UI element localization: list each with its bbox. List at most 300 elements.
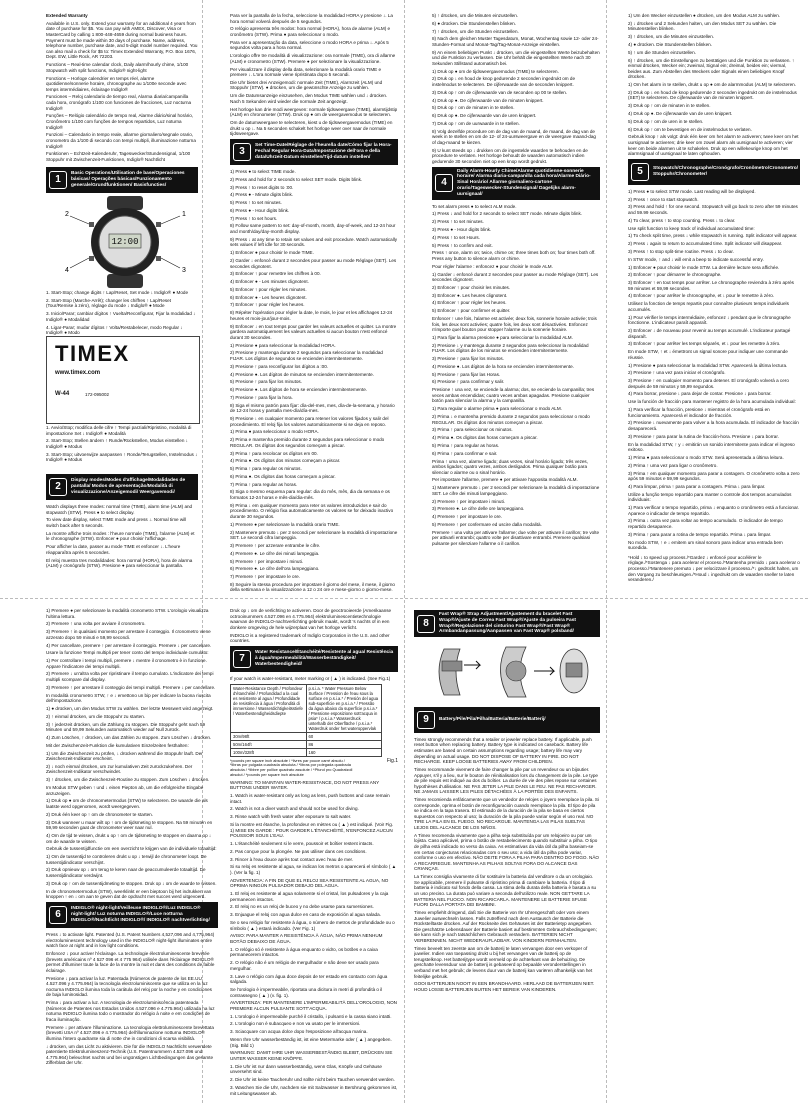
- para: 2) Prima e mantenha premido durante 2 segundos para seleccionar o modo REGULAR. Os dígitos dos segundos começam a piscar.: [230, 437, 385, 448]
- brand-url: www.timex.com: [55, 370, 101, 376]
- wr-intro: If your watch is water-resistant, meter marking or ( ▲ ) is indicated. (See Fig.1): [230, 675, 391, 681]
- para: 1) Druk op ● om de tijdsweergavemodus (TIME) te selecteren.: [432, 68, 559, 74]
- para: 3. Rinse watch with fresh water after exposure to salt water.: [230, 814, 352, 820]
- sec2: [46, 472, 198, 592]
- para: 1) ● drücken, um den Modus STW zu wählen. Der letzte Messwert wird angezeigt.: [46, 706, 214, 711]
- para: 4) Para limpar, prima ↑ para parar a contagem. Prima ↓ para limpar.: [628, 483, 766, 489]
- para: Um die Datumsanzeige einzusehen, den Modus TIME wählen und ↓ drücken. Nach 5 Sekunden wird wieder die normale Zeit angezeigt.: [230, 93, 388, 104]
- para: 7) Premere ↑ per impostare le ore.: [230, 574, 300, 580]
- para: 2) Mantenere premuto ↓ per 2 secondi per selezionare la modalità di impostazione SET. Le secondi cifra lampeggia.: [230, 529, 398, 541]
- para: Die Uhr bietet drei Anzeigemodi: normale Zeit (TIME), Alarmzeit (ALM) und Stoppuhr (STW). ● drücken, um die gewünschte Anzeige zu wählen.: [230, 79, 383, 91]
- para: 3) Prima ↑ em qualquer momento para parar a contagem. O cronômetro volta a zero após 59 minutos e 59,99 segundos.: [628, 470, 800, 482]
- para: 6) Press ● - Hour digits blink.: [230, 207, 290, 213]
- para: A Timex recomenda vivamente que a pilha seja substituída por um relojoeiro ou por um lojista. Caso aplicável, prima o botão de restabelecimento quando substituir a pilha. O tipo de pilha está indicado no verso da caixa. As estimativas da vida útil da pilha baseiam-se em certas conjecturas relacionadas com o seu uso; a vida útil da pilha pode variar, conforme o uso em efectivo. NÃO DEITE FORA A PILHA PARA DENTRO DO FOGO. NÃO A RECARREGUE. MANTENHA AS PILHAS SOLTAS FORA DO ALCANCE DAS CRIANÇAS.: [414, 832, 599, 872]
- para: 9) Enfoncer ↓ en tout temps pour garder les valeurs actuelles et quitter. La montre gardera automatiquement les valeurs actuelles si aucun bouton n'est enfoncé durant 30 secondes.: [230, 323, 397, 340]
- para: 1) Om het alarm in te stellen, drukt u op ● om de alarmmodus (ALM) te selecteren.: [628, 82, 796, 88]
- section-number: 3: [233, 143, 251, 161]
- table-cell: 50m/164ft: [231, 740, 307, 748]
- table-cell: 100m/328ft: [231, 748, 307, 756]
- para: 7) Press ↑ to set hours.: [230, 215, 278, 221]
- section-number: 7: [233, 650, 251, 668]
- para: 3) Premere ↑ per arrestare il conteggio dei tempi multipli. Premere ↓ per cancellare.: [46, 684, 216, 690]
- para: 8) Follow same pattern to set: day-of-month, month, day-of-week, and 12-24 hour and month/day/day-month display.: [230, 223, 396, 235]
- para: 2) ↓ noch einmal drücken, um zur kumulativen Zeit zurückzukehren. Der Zwischenzeit-Indikator verschwindet.: [46, 763, 193, 775]
- watch-diagram: [60, 196, 190, 288]
- para: Use la función de fracción para mantener registro de la hora acumulada individual:: [628, 399, 796, 405]
- section-title: Basic Operations/Utilisation de base/Operaciones básicas/ Operações básicas/Funzionamento generale/Grundfunktionen/ Basisfuncties/: [71, 171, 185, 188]
- section-title: Fast Wrap® Strap Adjustment/Ajustement du bracelet Fast Wrap®/Ajuste de Correa Fast Wrap®/Ajuste da pulseira Fast Wrap®/Regolazione del cinturino Fast Wrap®/Fast Wrap® Armbandanpassung/Aanpassen van Fast Wrap® polsband/: [439, 612, 576, 635]
- section-number: 6: [49, 906, 67, 924]
- panel3: [432, 13, 600, 593]
- para: 3) Press ● - Hour digits blink.: [432, 227, 492, 233]
- para: 2) Presione y mantenga durante 2 segundos para seleccionar la modalidad FIJAR. Los dígitos de segundos se encienden intermitentemente.: [230, 350, 383, 361]
- para: To set alarm press ● to select ALM mode.: [432, 203, 517, 209]
- para: Timex recommande vivement de faire changer la pile par un revendeur ou un bijoutier. Appuyer, s'il y a lieu, sur le bouton de réinitialisation lors du changement de la pile. Le type de pile requis est indiqué au dos du boîtier. La durée de vie des piles repose sur certaines hypothèses d'utilisation. NE PAS JETER LA PILE DANS LE FEU. NE PAS RECHARGER. NE JAMAIS LAISSER LES PILES DÉTACHÉES À LA PORTÉE DES ENFANTS.: [414, 766, 598, 795]
- para: 1) Press ● to select STW mode. Last reading will be displayed.: [628, 188, 756, 194]
- para: 3. Lave o relógio com água doce depois de ter estado em contacto com água salgada.: [230, 973, 388, 985]
- para: 2) Enfoncer ↑ pour démarrer le chronographe.: [628, 272, 722, 278]
- para: 5) Premere ↑ per impostare i minuti.: [230, 558, 304, 564]
- para: El reloj muestra tres modalidades: hora normal (HORA), hora de alarma (ALM) y cronógrafo (STW). Presione ● para seleccionar la pantalla.: [46, 557, 193, 569]
- para: 3) Druk op ↑ om de cijferwaarde van de seconden op 00 te stellen.: [432, 89, 568, 95]
- para: No modo STW, ↑ e ↓ emitem um sinal sonoro para indicar uma entrada bem sucedida.: [628, 539, 783, 551]
- para: In de chronometermodus (STW), weerklinkt er een bieptoon bij het indrukken van knoppen ↑ en ↓ om aan te geven dat de opdracht met succes werd uitgevoerd.: [46, 888, 212, 900]
- para: 1) Om de tussentijd te controleren drukt u op ↓ terwijl de chronometer loopt. De tussentijdindicator verschijnt.: [46, 854, 207, 865]
- para: Presione ↑ una vez, se enciende la alarma; dos, se enciende la campanilla; tres veces ambas encendidas; cuatro veces ambas apagadas. Presione cualquier botón para silenciar la alarma y la campanilla.: [432, 387, 595, 404]
- para: 3) Druk op ↑ om de tussentijdmeting te stoppen. Druk op ↓ om de waarde te wissen.: [46, 880, 217, 886]
- section-number: 2: [49, 478, 67, 496]
- para: 5) Druk op ↑ om de minuten in te stellen.: [432, 105, 515, 111]
- para: 7) Druk op ↑ om de uurwaarde in te stellen.: [432, 120, 520, 126]
- para: 7) Enfoncer ↑ pour régler les heures.: [230, 302, 305, 308]
- para: 1) Mantenere premuto ↓ per 2 secondi per selezionare la modalità di impostazione SET. Le cifre dei minuti lampeggiano.: [432, 485, 600, 496]
- para: Prima ↑ uma vez, alarme ligado; duas vezes, sinal horário ligado; três vezes, ambos ligados; quatro vezes, ambos desligados. Prima qualquer botão para silenciar o alarme ou o sinal horário.: [432, 458, 589, 475]
- section-title: Display modes/Modes d'affichage/Modalidades de pantalla/ Modos de apresentação/Modalità di visualizzazione/Anzeigemodi/ Weergavemodi/: [71, 478, 186, 495]
- figure-label: Fig.1: [386, 757, 398, 764]
- extended-warranty-text: Available in U.S. only. Extend your warranty for an additional 4 years from date of purchase for $5. You can pay with AMEX, Discover, Visa or MasterCard by calling 1 800-448-4659 during normal business hours. Payment must be made within 30 days of purchase. Name, address, telephone number, purchase date, and 5-digit model number required. You can also mail a check for $5 to: Timex Extended Warranty, P.O. Box 1676, Dept. EW, Little Rock, AR 72203.: [46, 20, 198, 60]
- para: 4) Enfoncer ↑ pour arrêter le chronographe, et ↓ pour le remettre à zéro.: [628, 293, 775, 299]
- button-1: [156, 222, 161, 227]
- table-cell: 30m/98ft: [231, 732, 307, 740]
- para: 4) To clear, press ↑ to stop counting. Press ↓ to clear.: [628, 217, 736, 223]
- para: 1) Pour vérifier le temps intermédiaire, enfoncez ↓ pendant que le chronographe fonctionne. L'indicateur paraît apparaît.: [628, 314, 791, 326]
- para: 2) Press ↓ again to return to accumulated time. Split indicator will disappear.: [628, 241, 783, 247]
- para: 2) Enfoncer ↓ de nouveau pour revenir au temps accumulé. L'indicateur partagé disparaît.: [628, 328, 791, 339]
- para: 2. L'orologio non è subacqueo e non va usato per le immersioni.: [230, 1021, 361, 1027]
- section-number: 9: [417, 711, 435, 729]
- para: Press ↑ once, alarm on; twice, chime on; three times both on; four times both off. Press any button to silence alarm or chime.: [432, 250, 596, 261]
- para: 2) Enfoncer ↑ pour choisir les minutes.: [432, 284, 511, 290]
- trademark-note: INDIGLO is a registered trademark of Indiglo Corporation in the U.S. and other countries.: [230, 632, 390, 644]
- para: 1) Para regular o alarme prima ● para seleccionar o modo ALM.: [432, 406, 562, 412]
- para: O relógio apresenta três modos: hora normal (HORA), hora de alarme (ALM) e cronômetro (STW). Prima ● para seleccionar o modo.: [230, 26, 391, 37]
- functions-en: Functions – Real-time calendar clock, Daily alarm/hourly chime, 1/100 Stopwatch with split functions, Indiglo® night-light: [46, 62, 189, 73]
- para: Het horloge kan drie modi weergeven: normale tijdsweergave (TIME), alarmtijdstip (ALM) en chronometer (STW). Druk op ● om de weergavemodus te selecteren.: [230, 106, 398, 118]
- para: 2) Druk op ↓ en houd de knop gedurende 2 seconden ingedrukt om de instelmodus te selecteren. De cijferwaarde van de seconden knippert.: [432, 76, 576, 88]
- section-header: [230, 646, 398, 672]
- sec5-steps: [628, 189, 800, 551]
- para: 2) Prima ↓ outra vez para voltar ao tempo acumulado. O indicador de tempo repartido desaparece.: [628, 518, 783, 529]
- para: 1) To check split time, press ↓ while stopwatch is running. Split indicator will appear.: [628, 233, 798, 239]
- section-title: Daily Alarm-Hourly Chime/Alarme quotidienne-sonnerie horaire/ Alarma diaria-campanilla cada hora/Alarme Diário-Sinal Horário/ Allarme giornaliero-cartone orario/Tageswecker-Stundensignal/ Dagelijks alarm-uursignaal/: [457, 168, 591, 197]
- section-header: [414, 707, 600, 733]
- para: 1. Watch is water-resistant only as long as lens, push buttons and case remain intact.: [230, 793, 390, 804]
- section-header: [628, 159, 800, 185]
- para: 3) Prima ↑ para recolocar os dígitos em 00.: [230, 450, 318, 456]
- para: 2) Press ↑ once to start stopwatch.: [628, 196, 699, 202]
- functions-it: Funzioni – Calendario in tempo reale, allarme giornaliero/segnale orario, cronometro da 1/100 di secondo con tempi multipli, illuminazione notturna Indiglo®: [46, 132, 196, 149]
- para: 1) Per controllare i tempi multipli, premere ↓ mentre il cronometro è in funzione. Appare l'indicatore dei tempi multipli.: [46, 658, 207, 669]
- para: 3) Press ↑ to stop split-time routine. Press ↓ to clear.: [628, 248, 734, 254]
- para: 1. O relógio só é resistente à água enquanto o vidro, os botões e a caixa permanecerem intactos.: [230, 946, 378, 958]
- button-desc: 2. Start-Stop; Stellen ändern ↑ Runde/Rückstellen, Modus einstellen ↓ Indiglo® ● Modus: [46, 438, 188, 449]
- para: 3) Druk wanneer u maar wilt op ↑ om de tijdsmeting te stoppen. Na 59 minuten en 59,99 seconden gaat de chronometer weer naar nul.: [46, 819, 213, 831]
- section-header: [46, 902, 218, 928]
- section-title: Battery/Pile/Pila/Pilha/Batteria/Batterie/Batterij/: [439, 716, 546, 722]
- para: 1) Premere ● per selezionare la modalità cronometro STW. L'orologio visualizza l'ultima lettura.: [46, 608, 209, 619]
- fold-line-horizontal: [0, 598, 808, 599]
- para: 5) ↑ drücken, um die Minuten einzustellen.: [432, 13, 519, 18]
- para: 1. Die Uhr ist nur dann wasserbeständig, wenn Glas, Knöpfe und Gehäuse unversehrt sind.: [230, 1063, 382, 1075]
- para: 5) Press ↑ to set minutes.: [230, 200, 282, 206]
- fold-line: [606, 0, 607, 1103]
- para: Per visualizzare il display della data, selezionare la modalità orario TIME e premere ↓. L'ora normale viene ripristinata dopo 5 secondi.: [230, 66, 382, 78]
- sec9-text: [414, 737, 600, 993]
- para: Prima ↓ para activar a luz. A tecnologia de electroluminiscência patenteada (Números de Patentes nos Estados Unidos 4.527.096 e 4.775.964) utilizada na luz noturna INDIGLO ilumina todo o mostrador do relógio à noite e em condições de fraca iluminação.: [46, 1000, 215, 1022]
- para: Press ↓ to activate light. Patented (U.S. Patent Numbers 4,527,096 and 4,775,964) electroluminescent technology used in the INDIGLO® night-light illuminates entire watch face at night and in low light conditions.: [46, 932, 215, 949]
- para: 2. Watch is not a diver watch and should not be used for diving.: [230, 806, 359, 812]
- para: 3) Prima ↑ para seleccionar os minutos.: [432, 427, 513, 433]
- sec4-steps: [432, 204, 600, 547]
- para: 2) Premere ↑ una volta per avviare il cronometro.: [46, 621, 146, 627]
- table-header: Water-Resistance Depth / Profondeur d'étanchéité / Profundidad a la cual es resistente al agua / Profundidade de resistência à água / Profondità di immersione / Wasserdichtigkeitsstiefe / Waterbestendigheidsdiepte: [231, 684, 307, 732]
- para: 3) Enfoncer ↑ pour remettre les chiffres à 00.: [230, 271, 321, 277]
- button-desc: 3. Inicio/Parar; cambiar dígitos ↑ Vuelta/Reconfigurar, Fijar la modalidad ↓ Indiglo® ● Modalidad: [46, 311, 196, 322]
- para: 5) Press ↑ to confirm and exit.: [432, 242, 493, 248]
- para: 5) Presione ↑ para fijar los minutos.: [230, 379, 302, 385]
- para: 1) Press ↓ and hold for 2 seconds to select SET mode. Minute digits blink.: [432, 211, 583, 217]
- extended-warranty-title: Extended Warranty: [46, 13, 88, 18]
- button-desc: 4. Ligar-Parar; mudar dígitos ↑ Volta/Restabelecer, modo Regular ↓ Indiglo® ● Modo: [46, 324, 183, 335]
- para: 4) Enfoncer ● - Les minutes clignotent.: [230, 279, 309, 285]
- para: 3) Druk op ↑ om de minuten in te stellen.: [628, 103, 711, 109]
- para: L'orologio offre tre modalità di visualizzazione: ora normale (TIME), ora di allarme (ALM) e cronometro (STW). Premere ● per selezionare la visualizzazione.: [230, 53, 396, 64]
- para: Si su reloj es resistente al agua, se indican los metros o aparecerá el símbolo ( ▲ ). (Ver la fig. 1): [230, 864, 397, 875]
- model-code: 172-095002: [85, 392, 110, 397]
- para: 6) ● drücken. Die Stundenstellen blinken.: [432, 20, 516, 26]
- para: 1) Para verificar o tempo repartido, prima ↓ enquanto o cronômetro está a funcionar. Aparece o indicador de tempo repartido.: [628, 505, 800, 516]
- section-header: [230, 139, 398, 165]
- para: Enfoncer ↑ une fois, l'alarme est activée; deux fois, sonnerie horaire activée; trois fois, les deux sont activées; quatre fois, les deux sont désactivées. Enfoncez n'importe quel bouton pour stopper l'alarme ou la sonnerie horaire.: [432, 316, 597, 333]
- table-row: [231, 732, 382, 740]
- para: Wenn Ihre Uhr wasserbeständig ist, ist eine Metermarke oder ( ▲ ) angegeben. (Sig. Bild 1): [230, 1037, 392, 1048]
- section-header: [46, 167, 198, 193]
- sec6-text: [46, 932, 218, 1066]
- para: Premere ↓ per attivare l'illuminazione. La tecnologia elettroluminescente brevettata (brevetti USA nº 4.527.096 e 4.775.964) dell'illuminazione notturna INDIGLO® illumina l'intero quadrante sia di notte che in condizioni di scarsa visibilità.: [46, 1024, 214, 1041]
- para: 1) Premere ● per selezionare la modalità orario TIME.: [230, 521, 340, 527]
- strap-illustration-2: [500, 647, 554, 697]
- para: 3) Presione ↑ en cualquier momento para detener. El cronógrafo volverá a cero después de 59 minutos y 59,99 segundos.: [628, 378, 789, 389]
- wr-text: [230, 780, 398, 1098]
- svg-text:12:00: 12:00: [111, 237, 139, 247]
- para: 3) Enfoncer ↑ en tout temps pour arrêter. Le chronographe reviendra à zéro après 59 minutes et 59,99 secondes.: [628, 280, 794, 291]
- para: 3) ↑ drücken, um die Zwischenzeit-Routine zu stoppen. Zum Löschen ↓ drücken.: [46, 777, 210, 783]
- para: 3. Rincer à l'eau douce après tout contact avec l'eau de mer.: [230, 856, 354, 862]
- para: 4) Press ↑ to set Hours.: [432, 234, 480, 240]
- panel1-top: [46, 13, 198, 163]
- para: Per impostare l'allarme, premere ● per attivare l'apposita modalità ALM.: [432, 477, 578, 483]
- button-desc: 1. Avvio/Stop; modifica delle cifre ↑ Tempi parziali/Ripristino, modalità di impostazione Set ↓ Indiglo® ● Modalità: [46, 425, 192, 436]
- back2: [230, 608, 398, 1098]
- para: ↓ drücken, um das Licht zu aktivieren. Die für die INDIGLO Nachtlicht verwendete patentierte Elektrolumineszenz-Technik (U.S. Patentnummern 4.527.096 und 4.775.964) beleuchtet nachts und bei ungünstigen Lichtbedingungen das gesamte Zifferblatt der Uhr.: [46, 1043, 214, 1066]
- para: 1) Presione ● para seleccionar la modalidad HORA.: [230, 342, 336, 348]
- functions-es: Funciones – Reloj calendario de tiempo real, Alarma diaria/campanilla cada hora, cronógrafo 1/100 con funciones de fracciones, Luz nocturna Indiglo®: [46, 94, 192, 111]
- para: Enfoncez ↓ pour activer l'éclairage. La technologie électroluminescente brevetée (brevets américains nº 4 527 096 et 4 775 964) utilisée dans l'éclairage INDIGLO® permet d'illuminer toute la face de la montre la nuit et dans des conditions de faible éclairage.: [46, 950, 215, 973]
- para: 6) ↑ drücken, um die Einstellungen zu bestätigen und die Funktion zu verlassen. ↑ einmal drücken, Wecker ein; zweimal, Signal ein; dreimal, beides ein; viermal, beides aus. Zum Abstellen des Weckers oder Signals einen beliebigen Knopf drücken.: [628, 57, 795, 80]
- para: 3) Premere ↑ in qualsiasi momento per arrestare il conteggio. Il cronometro viene azzerato dopo 59 minuti e 59,99 secondi.: [46, 629, 211, 640]
- para: 2) Druk op ↓ en houd de knop gedurende 2 seconden ingedrukt om de instelmodus (SET) te selecteren. De cijferwaarde van de minuten knippert.: [628, 89, 797, 101]
- para: Pour afficher la date, passer au mode TIME et enfoncer ↓. L'heure réapparaîtra après 5 secondes.: [46, 544, 181, 555]
- para: 4) Presione ●. Los dígitos de la hora se encienden intermitentemente.: [432, 363, 574, 369]
- para: 7) Presione ↑ para fijar la hora.: [230, 394, 293, 400]
- para: 3) Presione ↑ para reconfigurar los dígitos a :00.: [230, 363, 329, 369]
- para: Timex strongly recommends that a retailer or jeweler replace battery. If applicable, push reset button when replacing battery. Battery type is indicated on caseback. Battery life estimates are based on certain assumptions regarding usage; battery life may vary depending on actual usage. DO NOT DISPOSE OF BATTERY IN FIRE. DO NOT RECHARGE. KEEP LOOSE BATTERIES AWAY FROM CHILDREN.: [414, 736, 592, 765]
- para: AVISO: PARA MANTER A RESISTÊNCIA À ÁGUA, NÃO PRIMA NENHUM BOTÃO DEBAIXO DE ÁGUA.: [230, 933, 383, 944]
- strap-illustration-1: [439, 649, 480, 695]
- para: 5) ↑ um die Stunden einzustellen.: [628, 49, 696, 55]
- svg-text:2: 2: [65, 211, 69, 218]
- para: Usare la funzione Tempi multipli per tener conto del tempo individuale cumulato:: [46, 650, 209, 656]
- para: 4) Press ● - Minute digits blink.: [230, 192, 294, 198]
- footnote: *Hold ↓ to speed up process./*Gardez ↓ enfoncé pour accélérer le réglage./*Sostenga ↓ para acelerar el proceso./*Mantenha premido ↓ para acelerar o processo./*Mantenere premuto ↓ per velocizzare il processo./*↓ gedrückt halten, um den Vorgang zu beschleunigen./*Houd ↓ ingedrukt om de waarden sneller te laten veranderen./: [628, 554, 800, 583]
- para: 1) Para fijar la alarma presione ● para seleccionar la modalidad ALM.: [432, 334, 573, 340]
- para: ADVERTENCIA: A FIN DE QUE EL RELOJ SEA RESISTENTE AL AGUA, NO OPRIMA NINGÚN PULSADOR DEBAJO DEL AGUA.: [230, 877, 389, 889]
- para: 3) Presione ↑ para parar la rutina de fracción-hora. Presione ↓ para borrar.: [628, 433, 779, 439]
- para: Druk op ↓ om de verlichting te activeren. Door de geoctrooieerde (Amerikaanse octrooinummers 4.527.096 en 4.775.964) elektroluminescentietechnologie waarvan de INDIGLO-nachtverlichting gebruik maakt, wordt 's nachts of in een donkere omgeving de hele wijzerplaat van het horloge verlicht.: [230, 608, 392, 630]
- para: 2) Druk één keer op ↑ om de chronometer te starten.: [46, 811, 153, 817]
- sec1-items: [46, 290, 198, 335]
- para: Im Modus STW geben ↑ und ↓ einen Piepton ab, um die erfolgreiche Eingabe anzuzeigen.: [46, 785, 204, 796]
- para: 2) Garder ↓ enfoncé durant 2 secondes pour passer au mode Réglage (SET). Les secondes clignotent.: [230, 257, 397, 269]
- para: WARNING: TO MAINTAIN WATER-RESISTANCE, DO NOT PRESS ANY BUTTONS UNDER WATER.: [230, 779, 380, 791]
- para: 3) Enfoncer ↑ pour arrêter les temps séparés, et ↓ pour les remettre à zéro.: [628, 341, 781, 347]
- para: 3) Premere ↑ per azzerare entrambe le cifre.: [230, 542, 321, 548]
- para: 2) Premere ↑ per impostare i minuti.: [432, 498, 506, 504]
- para: 1) Presione ● para seleccionar la modalidad STW. Aparecerá la última lectura.: [628, 362, 788, 368]
- para: 3) Premere ●. Le cifre delle ore lampeggiano.: [432, 506, 525, 512]
- para: WARNUNG: DAMIT IHRE UHR WASSERBESTÄNDIG BLEIBT, DRÜCKEN SIE UNTER WASSER KEINE KNÖPFE.: [230, 1050, 393, 1061]
- para: Utilisez la fonction de temps repartis pour connaître plusieurs temps individuels accumulés.: [628, 301, 789, 312]
- section-header: [432, 167, 600, 200]
- water-resistance-table: [230, 684, 382, 757]
- para: In modalità cronometro STW, ↑ e ↓ emettono un bip per indicare la buona riuscita dell'impostazione.: [46, 692, 211, 704]
- para: Timex empfiehlt dringend, daß Sie die Batterie von Ihr Uhrengeschäft oder vom einem Juwelier auswechseln lassen. Falls zutreffend nach dem Austausch der Batterie die Rückstelltaste drücken. Auf der Rückseite des Gehäuses ist der Batterietyp angegeben. Die geschätzte Lebensdauer der Batterie basiert auf bestimmten Gebrauchsbedingungen; sie kann sich je nach tatsächlichem Gebrauch verändern. BATTERIEN NICHT VERBRENNEN. NICHT WIEDERAUFLADBAR. VON KINDERN FERNHALTEN.: [414, 909, 597, 943]
- para: Premere ↑ una volta per attivare l'allarme; due volte per attivare il carillon; tre volte per attivarli entrambi; quattro volte per disattivare entrambi. Premere qualsiasi pulsante per silenziare l'allarme o il carillon.: [432, 529, 600, 546]
- table-cell: 86: [306, 740, 382, 748]
- section-number: 8: [417, 615, 435, 633]
- para: 1) Um den Wecker einzustellen ● drücken, um den Modus ALM zu wählen.: [628, 13, 781, 18]
- para: Watch displays three modes: normal time (TIME), alarm time (ALM) and stopwatch (STW). Press ● to select display.: [46, 504, 193, 515]
- para: 4) Enfoncer ↑ pour régler les heures.: [432, 300, 507, 306]
- para: 5) Druk op ↑ om de uren in te stellen.: [628, 118, 704, 124]
- para: 4) Zum Löschen, ↑ drücken, um das Zählen zu stoppen. Zum Löschen ↓ drücken.: [46, 734, 212, 740]
- para: 2) Presione ↑ una vez para iniciar el cronógrafo.: [628, 370, 726, 376]
- para: 3) ↑ jederzeit drücken, um die Zählung zu stoppen. Die Stoppuhr geht nach 59 Minuten und 59,99 Sekunden automatisch wieder auf Null zurück.: [46, 721, 206, 733]
- para: 2) ↑ einmal drücken, um die Stoppuhr zu starten.: [46, 713, 146, 719]
- button-desc: 3. Start-Stop; uitvoerwijze aanpassen ↑ Ronde/Terugstellen, Instelmodus ↓ Indiglo® ● Modus: [46, 451, 198, 463]
- para: 6) Prima ↑ para confirmar e sair.: [432, 450, 498, 456]
- panel2: [230, 13, 398, 593]
- para: 1) Druk op ● om de chronometermodus (STW) te selecteren. De waarde die als laatste werd opgenomen, wordt weergegeven.: [46, 798, 208, 809]
- para: 4) ● drücken. Die Stundenstellen blinken.: [628, 41, 712, 47]
- para: 1) Para verificar la fracción, presione ↓ mientras el cronógrafo está en funcionamiento. Aparecerá el indicador de fracción.: [628, 407, 770, 418]
- para: Para ver a apresentação da data, seleccione o modo HORA e prima ↓. Após 5 segundos volta para a hora normal.: [230, 39, 389, 51]
- para: 4) Premere ↑ per impostare le ore.: [432, 514, 502, 520]
- para: 4) Prima ●. Os dígitos dos minutos começam a piscar.: [230, 458, 341, 464]
- para: 1) Press ● to select TIME mode.: [230, 168, 296, 174]
- para: 1) Prima ● para seleccionar o modo STW. Será apresentada a última leitura.: [628, 454, 784, 460]
- para: 5) Prima ↑ para regular as horas.: [432, 442, 500, 448]
- functions-fr: Fonctions – Horloge calendrier en temps réel, alarme quotidienne/sonnerie horaire, chronographe au 1/100e seconde avec temps intermédiaires, éclairage Indiglo®: [46, 75, 187, 92]
- para: 2) Prima ↑ uma vez para ligar o cronômetro.: [628, 462, 718, 468]
- para: 2) ↓ drücken und 2 Sekunden halten, um den Modus SET zu wählen. Die Minutenstellen blinken.: [628, 20, 777, 32]
- para: GOOI BATTERIJEN NOOIT IN EEN BRANDHAARD. HERLAAD DE BATTERIJEN NIET. HOUD LOSSE BATTERIJEN BUITEN HET BEREIK VAN KINDEREN.: [414, 981, 595, 993]
- watch-strap-top: [107, 196, 143, 210]
- table-row: [231, 740, 382, 748]
- para: 4) Druk op ●. De cijferwaarde van de minuten knippert.: [432, 97, 544, 103]
- para: En mode STW, ↑ et ↓ émettront un signal sonore pour indiquer une commande réussie.: [628, 349, 788, 360]
- back3: [414, 608, 600, 1098]
- para: 2. El reloj no es un reloj de buceo y no debe usarse para sumersiones.: [230, 904, 374, 910]
- para: 1) Prima ● para seleccionar o modo HORA.: [230, 429, 319, 435]
- para: In STW mode, ↑ and ↓ will emit a beep to indicate successful entry.: [628, 256, 764, 262]
- para: 2) Press ↑ to set minutes.: [432, 219, 484, 225]
- para: Mit der Zwischenzeit-Funktion die kumulativen Einzelzeiten festhalten:: [46, 742, 189, 748]
- panel4: [628, 13, 800, 593]
- para: 3) Press and hold ↑ for one second. Stopwatch will go back to zero after 59 minutes and 59.99 seconds.: [628, 204, 798, 216]
- para: 5) Enfoncer ↑ pour régler les minutes.: [230, 286, 307, 292]
- para: Timex recomienda enfáticamente que un vendedor de relojes o joyero reemplace la pila. Si corresponde, oprima el botón de reconfiguración cuando reemplace la pila. El tipo de pila se indica en la tapa trasera. El estimado de la duración de la pila se basa en ciertos supuestos con respecto al uso; la duración de la pila puede variar según el uso real. NO TIRE LA PILA EN EL FUEGO. NO RECARGUE. MANTENGA LAS PILAS SUELTAS LEJOS DEL ALCANCE DE LOS NIÑOS.: [414, 797, 599, 831]
- button-desc: 1. Start-Stop; change digits ↑ Lap/Reset, Set mode ↓ Indiglo® ● Mode: [46, 290, 189, 295]
- para: 1) Um die Zwischenzeit zu prüfen, ↓ drücken während die Stoppuhr läuft. Der Zwischenzeit-Indikator erscheint.: [46, 750, 203, 762]
- table-row: [231, 748, 382, 756]
- section-header: [46, 474, 198, 500]
- para: 3) ↑ drücken, um die Minuten einzustellen.: [628, 34, 715, 40]
- para: 4) Para borrar, presione ↓ para dejar de contar. Presione ↓ para borrar.: [628, 391, 772, 397]
- para: 1. L'orologio è impermeabile purché il cristallo, i pulsanti e la cassa siano intatti.: [230, 1013, 392, 1019]
- button-2: [89, 222, 94, 227]
- para: 2) Druk opnieuw op ↓ om terug te keren naar de geaccumuleerde totaaltijd. De tussentijdindicator verdwijnt.: [46, 867, 206, 879]
- para: Para ver la pantalla de la fecha, seleccione la modalidad HORA y presione ↓. La hora normal volverá después de 5 segundos.: [230, 13, 393, 24]
- para: Si la montre est étanche, la profondeur en mètres ou ( ▲ ) est indiqué. (Voir Fig. 1) MISE EN GARDE : POUR GARDER L'ÉTANCHÉITÉ, N'ENFONCEZ AUCUN POUSSOIR SOUS L'EAU.: [230, 822, 394, 839]
- para: Pour régler l'alarme : enfoncez ● pour choisir le mode ALM.: [432, 263, 553, 269]
- para: 3. Sciacquare con acqua dolce dopo l'esposizione all'acqua marina.: [230, 1029, 368, 1035]
- section-number: 4: [435, 174, 453, 192]
- button-desc: 2. Start-Stop (Marche-Arrêt); changer les chiffres ↑ Lap/Reset (Tour/Remise à zéro), réglage du mode ↓ Indiglo® ● Mode: [46, 297, 172, 309]
- para: Gebruik de tussentijdfunctie om een overzicht te krijgen van de individuele totaaltijd:: [46, 846, 217, 852]
- sec3-steps: [230, 169, 398, 593]
- brand-box: [46, 336, 200, 424]
- para: 1) Enfoncer ● pour choisir le mode STW. La dernière lecture sera affichée.: [628, 264, 780, 270]
- para: 3) Enfoncer ●. Les heures clignotent.: [432, 292, 508, 298]
- panel4-intro: [628, 13, 800, 157]
- para: Utilize a função tempo repartido para manter o controle dos tempos acumulados individuais:: [628, 491, 792, 503]
- para: La montre affiche trois modes : l'heure normale (TIME), l'alarme (ALM) et le chronographe (STW). Enfoncer ● pour choisir l'affichage.: [46, 530, 195, 542]
- section-title: Water Resistance/Étanchéité/Resistente al agua/ Resistência à água/Impermeabilità/Wasserbeständigkeit/ Waterbestendigheid/: [255, 650, 394, 667]
- para: 5) Premere ↑ per confermare ed uscire dalla modalità.: [432, 521, 542, 527]
- para: 8) Volg dezelfde procedure om de dag van de maand, de maand, de dag van de week in te stellen en om de 12- of 24-uursweergave en de weergave maand-dag of dag-maand te kiezen.: [432, 128, 596, 145]
- para: 1. L'étanchéité seulement si le verre, poussoir et boîtier restent intacts.: [230, 841, 374, 846]
- para: 6) Enfoncer ● - Les heures clignotent.: [230, 294, 307, 300]
- para: 9) Press ↓ at any time to retain set values and exit procedure. Watch automatically sets values if left idle for 30 seconds.: [230, 236, 398, 248]
- para: 9) U kunt steeds op ↓ drukken om de ingestelde waarden te behouden en de procedure te verlaten. Het horloge behoudt de waarden automatisch indien gedurende 30 seconden niet op een knop wordt gedrukt.: [432, 147, 588, 164]
- para: La Timex consiglia vivamente di far sostituire la batteria dal venditore o da un orologiaio. Se applicabile, premere il pulsante di ripristino prima di cambiare la batteria. Il tipo di batteria è indicato sul fondo della cassa. La stima della durata della batteria è basata a su un uso preciso. La durata può variare a seconda dell'utilizzo reale. NON GETTARE LA BATTERIA NEL FUOCO. NON RICARICARLA. MANTENERE LE BATTERIE SFUSE FUORI DALLA PORTATA DEI BAMBINI.: [414, 874, 597, 908]
- sec1-items-b: [46, 425, 198, 472]
- strap-diagram: [414, 641, 600, 703]
- para: 2. Die Uhr ist keine Taucheruhr und sollte nicht beim Tauchen verwendet werden.: [230, 1077, 395, 1083]
- para: 8) Nach dem gleichen Muster Tagesdatum, Monat, Wochentag sowie 12- oder 24-Stunden-Format und Monat-Tag/Tag-Monat-Anzeige einstellen.: [432, 36, 599, 47]
- para: 4) Druk op ●. De cijferwaarde van de uren knippert.: [628, 111, 733, 116]
- para: 2) Presione ↓ y mantenga durante 2 segundos para seleccionar la modalidad FIJAR. Los dígitos de los minutos se encienden intermitentemente.: [432, 342, 589, 354]
- section-header: [414, 610, 600, 637]
- para: 2. Pas conçue pour la plongée. Ne pas utiliser dans ces conditions.: [230, 848, 367, 854]
- para: 6) Prima ●. Os dígitos das horas começam a piscar.: [230, 473, 336, 479]
- button-4: [89, 256, 94, 261]
- table-footnote: *pounds per square inch absolute / *livres par pouce carré absolu / *libras por pulgada cuadrada absoluta / *libras por polegada quadrada absoluta / *libbre per pollice quadrato assolute / *Pfund pro Quadratzoll absolut / *pounds per square inch absolute: [230, 757, 353, 777]
- svg-text:4: 4: [65, 267, 69, 274]
- para: 1. El reloj es resistente al agua solamente si el cristal, los pulsadores y la caja permanecen intactos.: [230, 891, 389, 902]
- para: 8) Siga el mismo patrón para fijar: día-del-mes, mes, día-de-la-semana, y horario de 12-24 horas y pantalla mes-día/día-mes.: [230, 402, 395, 414]
- para: 3. Enjuague el reloj con agua dulce en caso de exposición al agua salada.: [230, 912, 381, 918]
- functions-pt: Funções – Relógio calendário de tempo real, Alarme diário/sinal horário, Cronômetro 1/100 com funções de tempos repartidos, Luz noturna Indiglo®: [46, 113, 194, 130]
- para: 7) Prima ↑ para regular as horas.: [230, 481, 298, 487]
- table-header: p.s.i.a. * Water Pressure Below Surface / Pression de l'eau sous la surface en p.s.i.a.* / Presión del agua sub-superficie en p.s.i.a.* / Pressão da água abaixo da superfície p.s.i.a.* / Pressione esposizione sott'acqua in psia* / p.s.i.a.* Wasserdruck unterhalb der Oberfläche / p.s.i.a.* Waterdruk onder het wateroppervlak: [306, 684, 382, 732]
- para: Se o seu relógio for resistente à água, o número de metros de profundidade ou o símbolo ( ▲ ) estará indicado. (Ver Fig. 1): [230, 920, 395, 931]
- para: 6) Presione ●. Los dígitos de hora se encienden intermitentemente.: [230, 387, 368, 393]
- para: 8) Seguire la stessa procedura per impostare il giorno del mese, il mese, il giorno della settimana e la visualizzazione a 12 o 24 ore e mese-giorno o giorno-mese.: [230, 581, 395, 593]
- para: 6) Druk op ●. De cijferwaarde van de uren knippert.: [432, 113, 537, 119]
- sec1-header-wrap: [46, 165, 198, 193]
- para: 2) Prima ↓ e mantenha premido durante 2 segundos para seleccionar o modo REGULAR. Os dígitos dos minutos começam a piscar.: [432, 414, 590, 425]
- panel3-intro: [432, 13, 600, 165]
- para: Timex beveelt ten zeerste aan om de batterij te laten vervangen door een verkoper of juwelier. Indien van toepassing drukt u bij het vervangen van de batterij op de terugstelknop. Het batterijtype wordt vermeld op de achterkant van de behuizing. De geschatte levensduur van de batterij is gebaseerd op bepaalde veronderstellingen in verband met het gebruik; de levens duur van de batterij kan variëren afhankelijk van het feitelijke gebruik.: [414, 945, 593, 979]
- back1: [46, 608, 218, 1098]
- fold-line: [404, 0, 405, 1103]
- para: 4) Presione ●. Los dígitos de minutos se encienden intermitentemente.: [230, 371, 374, 377]
- para: To view date display, select TIME mode and press ↓. Normal time will switch back after 5 seconds.: [46, 517, 187, 528]
- para: 2) Press and hold for 2 seconds to select SET mode. Digits blink.: [230, 176, 363, 182]
- svg-text:1: 1: [182, 211, 186, 218]
- model-number: W-44: [55, 391, 70, 397]
- para: AVVERTENZA: PER MANTENERE L'IMPERMEABILITÀ DELL'OROLOGIO, NON PREMERE ALCUN PULSANTE SOTT'ACQUA.: [230, 1000, 397, 1011]
- button-3: [156, 256, 161, 261]
- para: 9) Prima ↓ em qualquer momento para reter os valores introduzidos e sair do procedimento. O relógio fixa automaticamente os valores se for deixado inactivo durante 30 segundos.: [230, 502, 394, 520]
- section-number: 5: [631, 163, 649, 181]
- para: 6) Druk op ↑ om te bevestigen en de instelmodus te verlaten.: [628, 126, 752, 132]
- para: 6) Premere ●. Le cifre dell'ora lampeggiano.: [230, 566, 320, 572]
- para: 3) Press ↑ to reset digits to :00.: [230, 184, 294, 190]
- para: Gebruik knop ↑ als volgt: druk één keer om het alarm te activeren; twee keer om het uursignaal te activeren; drie keer om zowel alarm als uursignaal te activeren; vier keer om beide alarmen uit te schakelen. Druk op een willekeurige knop om het alarmsignaal of uursignaal te laten ophouden.: [628, 134, 799, 157]
- section-title: INDIGLO® night-light/Veilleuse INDIGLO®/Luz INDIGLO® night-light/ Luz noturna INDIGLO®/Luce notturna INDIGLO®/Nachtlicht INDIGLO®/ INDIGLO® nachtverlichting/: [71, 906, 210, 923]
- brand-logo: TIMEX: [55, 341, 130, 366]
- para: Presione ↓ para activar la luz. Patentada (Números de patente de los EE.UU. 4.527.096 y 4.775.964) la tecnología electroluminiscente que se utiliza en la luz nocturna INDIGLO ilumina toda la carátula del reloj por la noche y en condiciones de baja luminosidad.: [46, 975, 212, 998]
- para: En la modalidad STW, ↑ y ↓ emitirán un sonido intermitente para indicar el ingreso exitoso.: [628, 441, 795, 453]
- para: 3. Waschen Sie die Uhr, nachdem sie mit Salzwasser in Berührung gekommen ist, mit Leitungswasser ab.: [230, 1084, 398, 1096]
- strap-illustration-3: [560, 649, 588, 693]
- watch-strap-bottom: [107, 274, 143, 288]
- para: 2) Presione ↓ nuevamente para volver a la hora acumulada. El indicador de fracción desaparecerá.: [628, 420, 799, 431]
- para: 4) Om de tijd te wissen, drukt u op ↑ om de tijdsmeting te stoppen en daarna op ↓ om de waarde te wissen.: [46, 832, 212, 844]
